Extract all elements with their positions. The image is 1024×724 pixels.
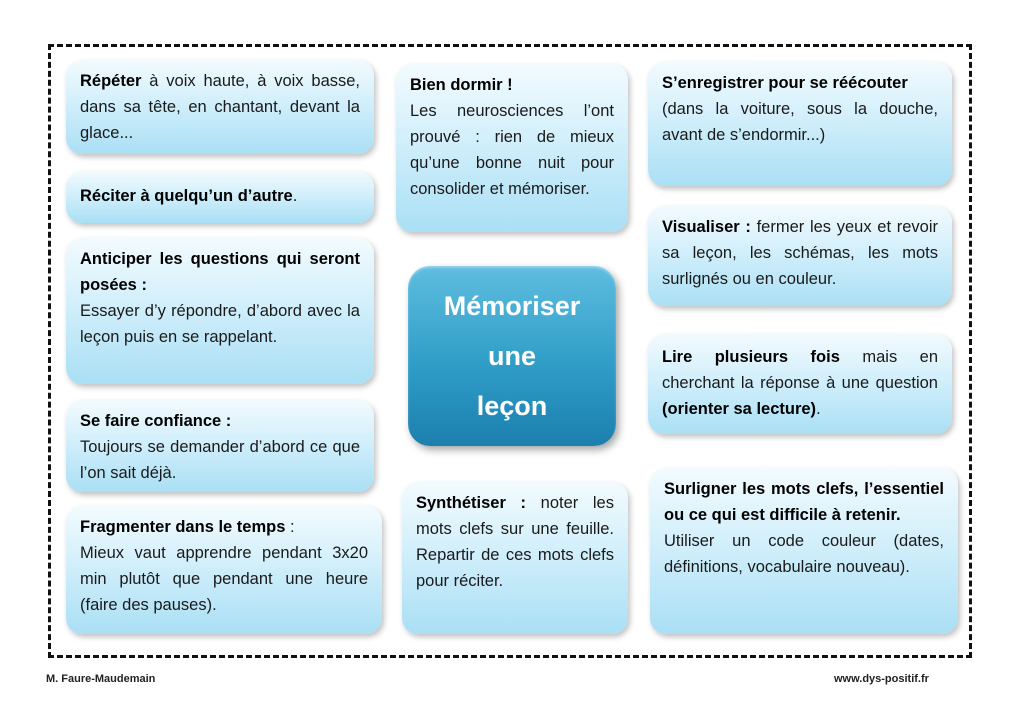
card-visualiser-title: Visualiser : bbox=[662, 218, 751, 236]
card-repeter bbox=[66, 60, 374, 154]
card-enregistrer bbox=[648, 62, 952, 186]
card-repeter-text: à voix haute, à voix basse, dans sa tête, en chantant, devant la glace... bbox=[80, 72, 360, 142]
card-dormir-title: Bien dormir ! bbox=[410, 76, 513, 94]
card-lire bbox=[648, 334, 952, 434]
card-fragmenter-title: Fragmenter dans le temps bbox=[80, 518, 286, 536]
card-anticiper bbox=[66, 238, 374, 384]
card-surligner-text: Utiliser un code couleur (dates, définitions, vocabulaire nouveau). bbox=[664, 532, 944, 576]
card-visualiser-text: fermer les yeux et revoir sa leçon, les schémas, les mots surlignés ou en couleur. bbox=[662, 218, 939, 288]
card-surligner-title: Surligner les mots clefs, l’essentiel ou ce qui est difficile à retenir. bbox=[664, 480, 944, 524]
central-title bbox=[408, 266, 616, 446]
card-fragmenter-colon: : bbox=[285, 518, 295, 536]
card-lire-title: Lire plusieurs fois bbox=[662, 348, 840, 366]
card-fragmenter bbox=[66, 506, 382, 634]
card-visualiser bbox=[648, 206, 952, 306]
card-dormir bbox=[396, 64, 628, 232]
card-synthetiser-title: Synthétiser : bbox=[416, 494, 526, 512]
central-title-line1: Mémoriser bbox=[443, 291, 581, 321]
card-lire-text: mais en cherchant la réponse à une question bbox=[662, 348, 939, 392]
card-enregistrer-title: S’enregistrer pour se réécouter bbox=[662, 74, 908, 92]
card-synthetiser-text: noter les mots clefs sur une feuille. Repartir de ces mots clefs pour réciter. bbox=[416, 494, 614, 590]
card-synthetiser bbox=[402, 482, 628, 634]
central-title-line3: leçon bbox=[476, 391, 548, 421]
card-reciter-title: Réciter à quelqu’un d’autre bbox=[80, 187, 293, 205]
card-anticiper-title: Anticiper les questions qui seront posées : bbox=[80, 250, 360, 294]
card-reciter bbox=[66, 171, 374, 223]
card-confiance bbox=[66, 400, 374, 492]
card-lire-end: . bbox=[816, 400, 821, 418]
card-enregistrer-text: (dans la voiture, sous la douche, avant de s’endormir...) bbox=[662, 100, 938, 144]
card-surligner bbox=[650, 468, 958, 634]
card-fragmenter-text: Mieux vaut apprendre pendant 3x20 min plutôt que pendant une heure (faire des pauses). bbox=[80, 544, 368, 614]
card-confiance-text: Toujours se demander d’abord ce que l’on sait déjà. bbox=[80, 438, 360, 482]
card-anticiper-text: Essayer d’y répondre, d’abord avec la leçon puis en se rappelant. bbox=[80, 302, 360, 346]
footer-site: www.dys-positif.fr bbox=[834, 673, 929, 685]
card-dormir-text: Les neurosciences l’ont prouvé : rien de mieux qu’une bonne nuit pour consolider et mémoriser. bbox=[410, 102, 614, 198]
card-repeter-title: Répéter bbox=[80, 72, 142, 90]
central-title-line2: une bbox=[487, 341, 536, 371]
card-confiance-title: Se faire confiance : bbox=[80, 412, 232, 430]
card-lire-bold2: (orienter sa lecture) bbox=[662, 400, 817, 418]
footer-author: M. Faure-Maudemain bbox=[46, 673, 156, 685]
card-reciter-text: . bbox=[292, 187, 298, 205]
